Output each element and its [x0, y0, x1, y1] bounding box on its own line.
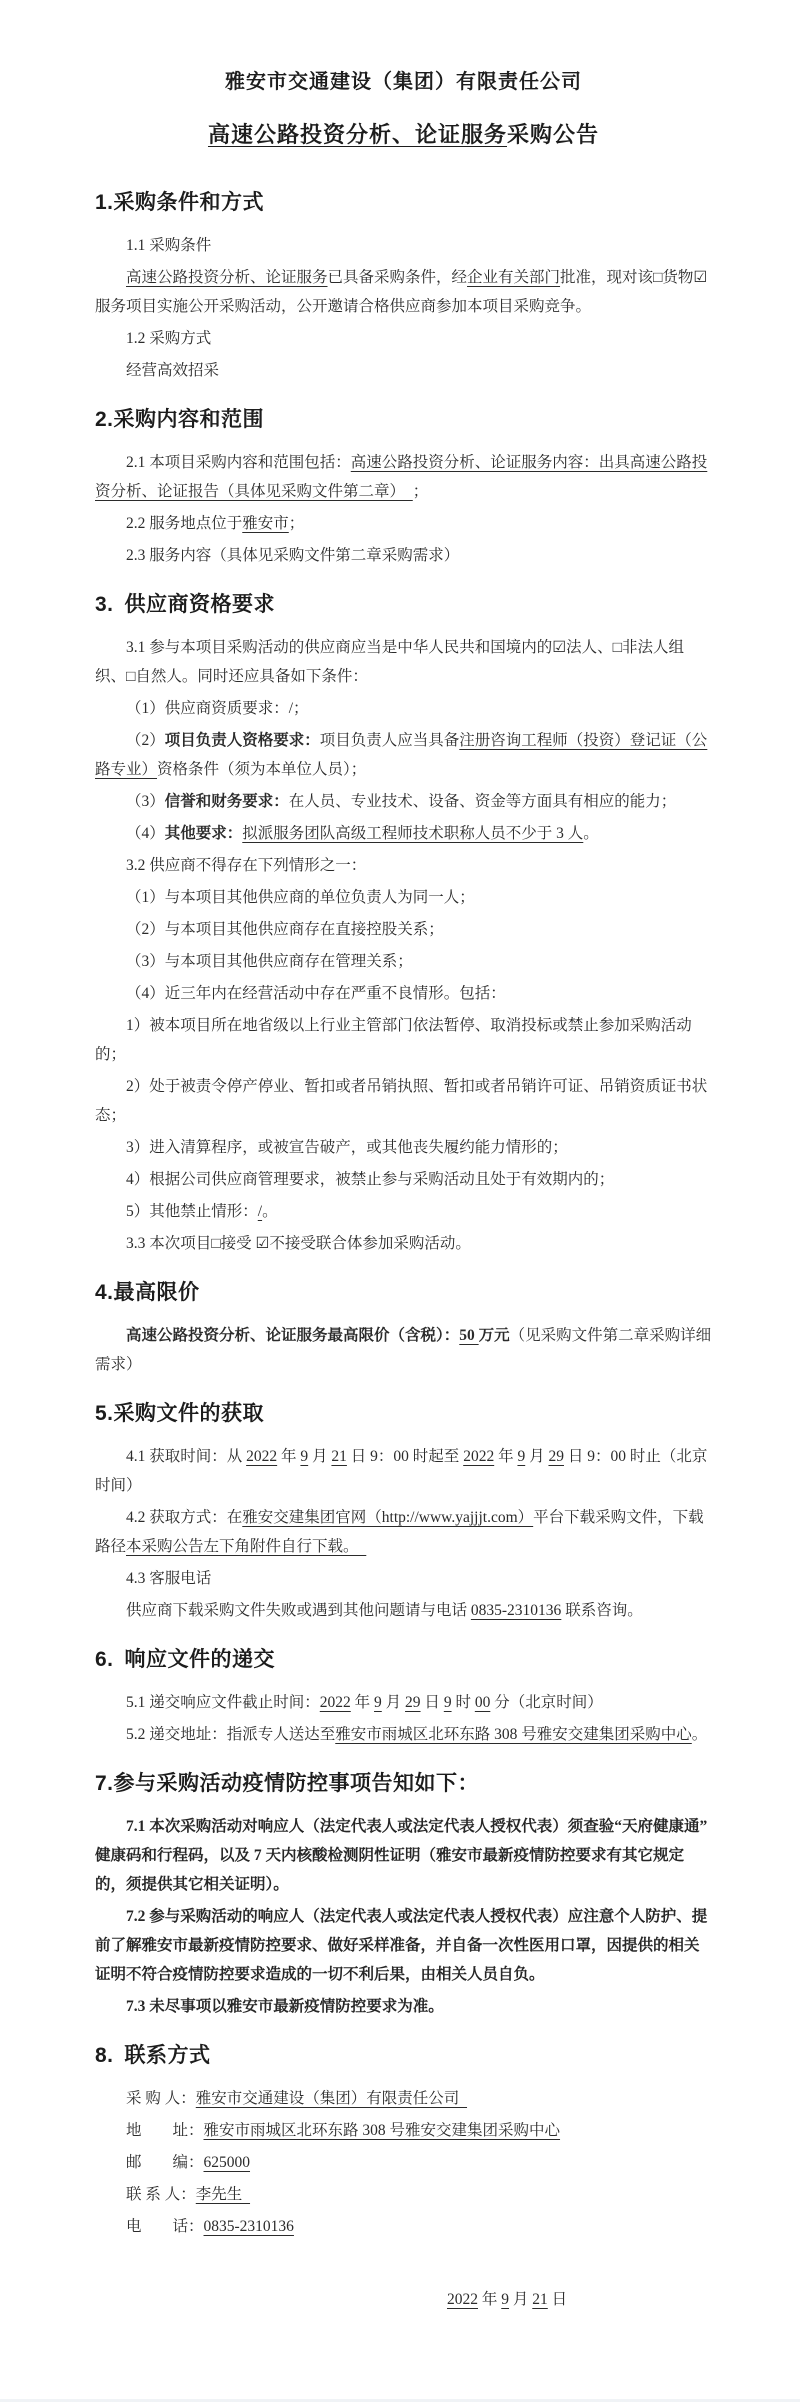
text-segment: 年	[478, 2291, 502, 2308]
text-segment: 9	[501, 2291, 510, 2308]
text-segment: 4.2 获取方式：在	[126, 1509, 243, 1526]
text-segment: 日 9：00 时止（北京时间）	[95, 1448, 708, 1494]
text-segment: 9	[517, 1448, 526, 1465]
contact-person-line	[95, 2180, 712, 2209]
text-segment: 企业有关部门	[467, 269, 561, 286]
text-segment: 2.1 本项目采购内容和范围包括：	[126, 454, 351, 471]
text-segment: 平台下载采购文件，下载路径	[95, 1509, 704, 1555]
text-segment: 联 系 人：	[126, 2186, 196, 2203]
text-segment: 日	[547, 2291, 568, 2308]
text-segment: 9	[443, 1694, 452, 1711]
text-segment: 采购公告	[507, 122, 600, 147]
text-segment: 日 9：00 时起至	[346, 1448, 464, 1465]
text-segment: 年	[277, 1448, 301, 1465]
para-bad-record-3: 3）进入清算程序，或被宣告破产，或其他丧失履约能力情形的；	[126, 1139, 568, 1156]
text-segment: 联系咨询。	[561, 1602, 643, 1619]
text-segment: 月	[509, 2291, 533, 2308]
text-segment: 月	[308, 1448, 332, 1465]
para-covid-7-2: 7.2 参与采购活动的响应人（法定代表人或法定代表人授权代表）应注意个人防护、提前了解雅安市最新疫情防控要求、做好采样准备，并自备一次性医用口罩，因提供的相关证明不符合疫情防控要求造成的一切不利后果，由相关人员自负。	[95, 1908, 708, 1983]
text-segment: 在人员、专业技术、设备、资金等方面具有相应的能力；	[288, 793, 677, 810]
text-segment: 2022	[447, 2291, 478, 2308]
heading-section-4: 4.最高限价	[95, 1281, 200, 1304]
para-service-phone-label-4-3: 4.3 客服电话	[126, 1570, 212, 1587]
text-segment: （见采购文件第二章采购详细需求）	[95, 1327, 712, 1373]
para-prohibited-3-2: 3.2 供应商不得存在下列情形之一：	[126, 857, 367, 874]
text-segment: 分（北京时间）	[490, 1694, 603, 1711]
text-segment: （4）	[126, 825, 165, 842]
text-segment: 注册咨询工程师（投资）登记证（公路专业）	[95, 732, 708, 778]
text-segment: 21	[331, 1448, 347, 1465]
para-bad-record-2: 2）处于被责令停产停业、暂扣或者吊销执照、暂扣或者吊销许可证、吊销资质证书状态；	[95, 1078, 708, 1124]
text-segment: 29	[405, 1694, 421, 1711]
heading-section-6: 6. 响应文件的递交	[95, 1648, 276, 1671]
heading-section-3: 3. 供应商资格要求	[95, 593, 276, 616]
service-phone: 0835-2310136	[470, 1602, 562, 1619]
contact-buyer-line	[95, 2084, 712, 2113]
para-requirement-4	[95, 819, 712, 848]
para-prohibited-case-4: （4）近三年内在经营活动中存在严重不良情形。包括：	[126, 985, 506, 1002]
para-obtain-method-4-2	[95, 1503, 712, 1561]
text-segment: 9	[300, 1448, 309, 1465]
para-requirement-1	[95, 694, 712, 723]
para-requirement-3	[95, 787, 712, 816]
buyer-name: 雅安市交通建设（集团）有限责任公司	[195, 2090, 468, 2107]
text-segment: 本采购公告左下角附件自行下载。	[126, 1538, 367, 1555]
text-segment: 5.2 递交地址：指派专人送达至	[126, 1726, 336, 1743]
para-bad-record-4: 4）根据公司供应商管理要求，被禁止参与采购活动且处于有效期内的；	[126, 1171, 615, 1188]
heading-section-1: 1.采购条件和方式	[95, 191, 265, 214]
para-scope-2-3: 2.3 服务内容（具体见采购文件第二章采购需求）	[126, 547, 460, 564]
para-prohibited-case-1: （1）与本项目其他供应商的单位负责人为同一人；	[126, 889, 475, 906]
para-delivery-address-5-2	[95, 1720, 712, 1749]
para-purchase-method-value: 经营高效招采	[126, 362, 220, 379]
postal-code: 625000	[203, 2154, 251, 2171]
text-segment: 2022	[246, 1448, 278, 1465]
contact-person: 李先生	[195, 2186, 251, 2203]
text-segment: 雅安市	[242, 515, 289, 532]
text-segment: 资格条件（须为本单位人员）；	[157, 761, 367, 778]
text-segment: （3）	[126, 793, 165, 810]
para-scope-2-2	[95, 509, 712, 538]
text-segment: 地 址：	[126, 2122, 204, 2139]
text-segment: 29	[548, 1448, 564, 1465]
para-scope-2-1	[95, 448, 712, 506]
text-segment: 高速公路投资分析、论证服务	[207, 122, 507, 147]
text-segment: 年	[494, 1448, 518, 1465]
text-segment: 拟派服务团队高级工程师技术职称人员不少于 3 人	[242, 825, 584, 842]
contact-postcode-line	[95, 2148, 712, 2177]
para-supplier-eligibility-3-1: 3.1 参与本项目采购活动的供应商应当是中华人民共和国境内的☑法人、□非法人组织、□自然人。同时还应具备如下条件：	[95, 639, 685, 685]
text-segment: （2）	[126, 732, 165, 749]
text-segment: ；	[288, 515, 305, 532]
para-requirement-2	[95, 726, 712, 784]
heading-section-7: 7.参与采购活动疫情防控事项告知如下：	[95, 1772, 480, 1795]
text-segment: 信誉和财务要求：	[164, 793, 289, 810]
text-segment: /	[257, 1203, 263, 1220]
text-segment: 已具备采购条件，经	[327, 269, 468, 286]
text-segment: 9	[374, 1694, 382, 1711]
text-segment: 项目负责人应当具备	[319, 732, 460, 749]
para-prohibited-case-2: （2）与本项目其他供应商存在直接控股关系；	[126, 921, 444, 938]
text-segment: 高速公路投资分析、论证服务最高限价（含税）：	[126, 1327, 460, 1344]
text-segment: 。	[262, 1203, 278, 1220]
text-segment: 高速公路投资分析、论证服务内容：出具高速公路投资分析、论证报告（具体见采购文件第二章）	[95, 454, 708, 500]
para-covid-7-1: 7.1 本次采购活动对响应人（法定代表人或法定代表人授权代表）须查验“天府健康通”健康码和行程码，以及 7 天内核酸检测阴性证明（雅安市最新疫情防控要求有其它规定的，须提供其它相关证明）。	[95, 1818, 708, 1893]
para-purchase-conditions	[95, 263, 712, 321]
text-segment: 采 购 人：	[126, 2090, 196, 2107]
para-bad-record-1: 1）被本项目所在地省级以上行业主管部门依法暂停、取消投标或禁止参加采购活动的；	[95, 1017, 692, 1063]
para-1-2-label: 1.2 采购方式	[126, 330, 212, 347]
text-segment: 日	[420, 1694, 444, 1711]
text-segment: 邮 编：	[126, 2154, 204, 2171]
para-deadline-5-1	[95, 1688, 712, 1717]
text-segment: 00	[474, 1694, 491, 1711]
heading-section-2: 2.采购内容和范围	[95, 408, 265, 431]
text-segment: 。	[691, 1726, 708, 1743]
text-segment: 项目负责人资格要求：	[164, 732, 320, 749]
text-segment: 其他要求：	[164, 825, 243, 842]
doc-title-line1: 雅安市交通建设（集团）有限责任公司	[225, 71, 582, 93]
text-segment: 时	[451, 1694, 475, 1711]
text-segment: 年	[350, 1694, 375, 1711]
website-url: 雅安交建集团官网（http://www.yajjjt.com）	[242, 1509, 534, 1526]
text-segment: 批准，现对该□货物☑服务项目实施公开采购活动，公开邀请合格供应商参加本项目采购竞争。	[95, 269, 708, 315]
text-segment: 5）其他禁止情形：	[126, 1203, 258, 1220]
text-segment: 月	[525, 1448, 549, 1465]
text-segment: 5.1 递交响应文件截止时间：	[126, 1694, 320, 1711]
contact-address-line	[95, 2116, 712, 2145]
para-1-1-label: 1.1 采购条件	[126, 237, 212, 254]
text-segment: 高速公路投资分析、论证服务	[126, 269, 328, 286]
para-prohibited-case-3: （3）与本项目其他供应商存在管理关系；	[126, 953, 413, 970]
text-segment: 2.2 服务地点位于	[126, 515, 243, 532]
heading-section-5: 5.采购文件的获取	[95, 1402, 265, 1425]
contact-phone: 0835-2310136	[203, 2218, 294, 2235]
text-segment: 50	[459, 1327, 479, 1344]
heading-section-8: 8. 联系方式	[95, 2044, 211, 2067]
doc-title-line2	[95, 118, 712, 152]
text-segment: 2022	[319, 1694, 351, 1711]
text-segment: 雅安市雨城区北环东路 308 号雅安交建集团采购中心	[335, 1726, 692, 1743]
text-segment: 月	[381, 1694, 406, 1711]
text-segment: 4.1 获取时间：从	[126, 1448, 247, 1465]
announcement-date	[447, 2285, 712, 2314]
text-segment: 供应商下载采购文件失败或遇到其他问题请与电话	[126, 1602, 471, 1619]
para-service-phone	[95, 1596, 712, 1625]
text-segment: 。	[583, 825, 599, 842]
contact-phone-line	[95, 2212, 712, 2241]
para-covid-7-3: 7.3 未尽事项以雅安市最新疫情防控要求为准。	[126, 1998, 444, 2015]
text-segment: 21	[532, 2291, 548, 2308]
text-segment: （1）供应商资质要求：/；	[126, 700, 309, 717]
para-obtain-time-4-1	[95, 1442, 712, 1500]
text-segment: ；	[412, 483, 429, 500]
para-max-price	[95, 1321, 712, 1379]
text-segment: 电 话：	[126, 2218, 204, 2235]
text-segment: 2022	[463, 1448, 495, 1465]
para-bad-record-5	[95, 1197, 712, 1226]
buyer-address: 雅安市雨城区北环东路 308 号雅安交建集团采购中心	[203, 2122, 561, 2139]
para-consortium-3-3: 3.3 本次项目□接受 ☑不接受联合体参加采购活动。	[126, 1235, 471, 1252]
text-segment: 万元	[478, 1327, 510, 1344]
